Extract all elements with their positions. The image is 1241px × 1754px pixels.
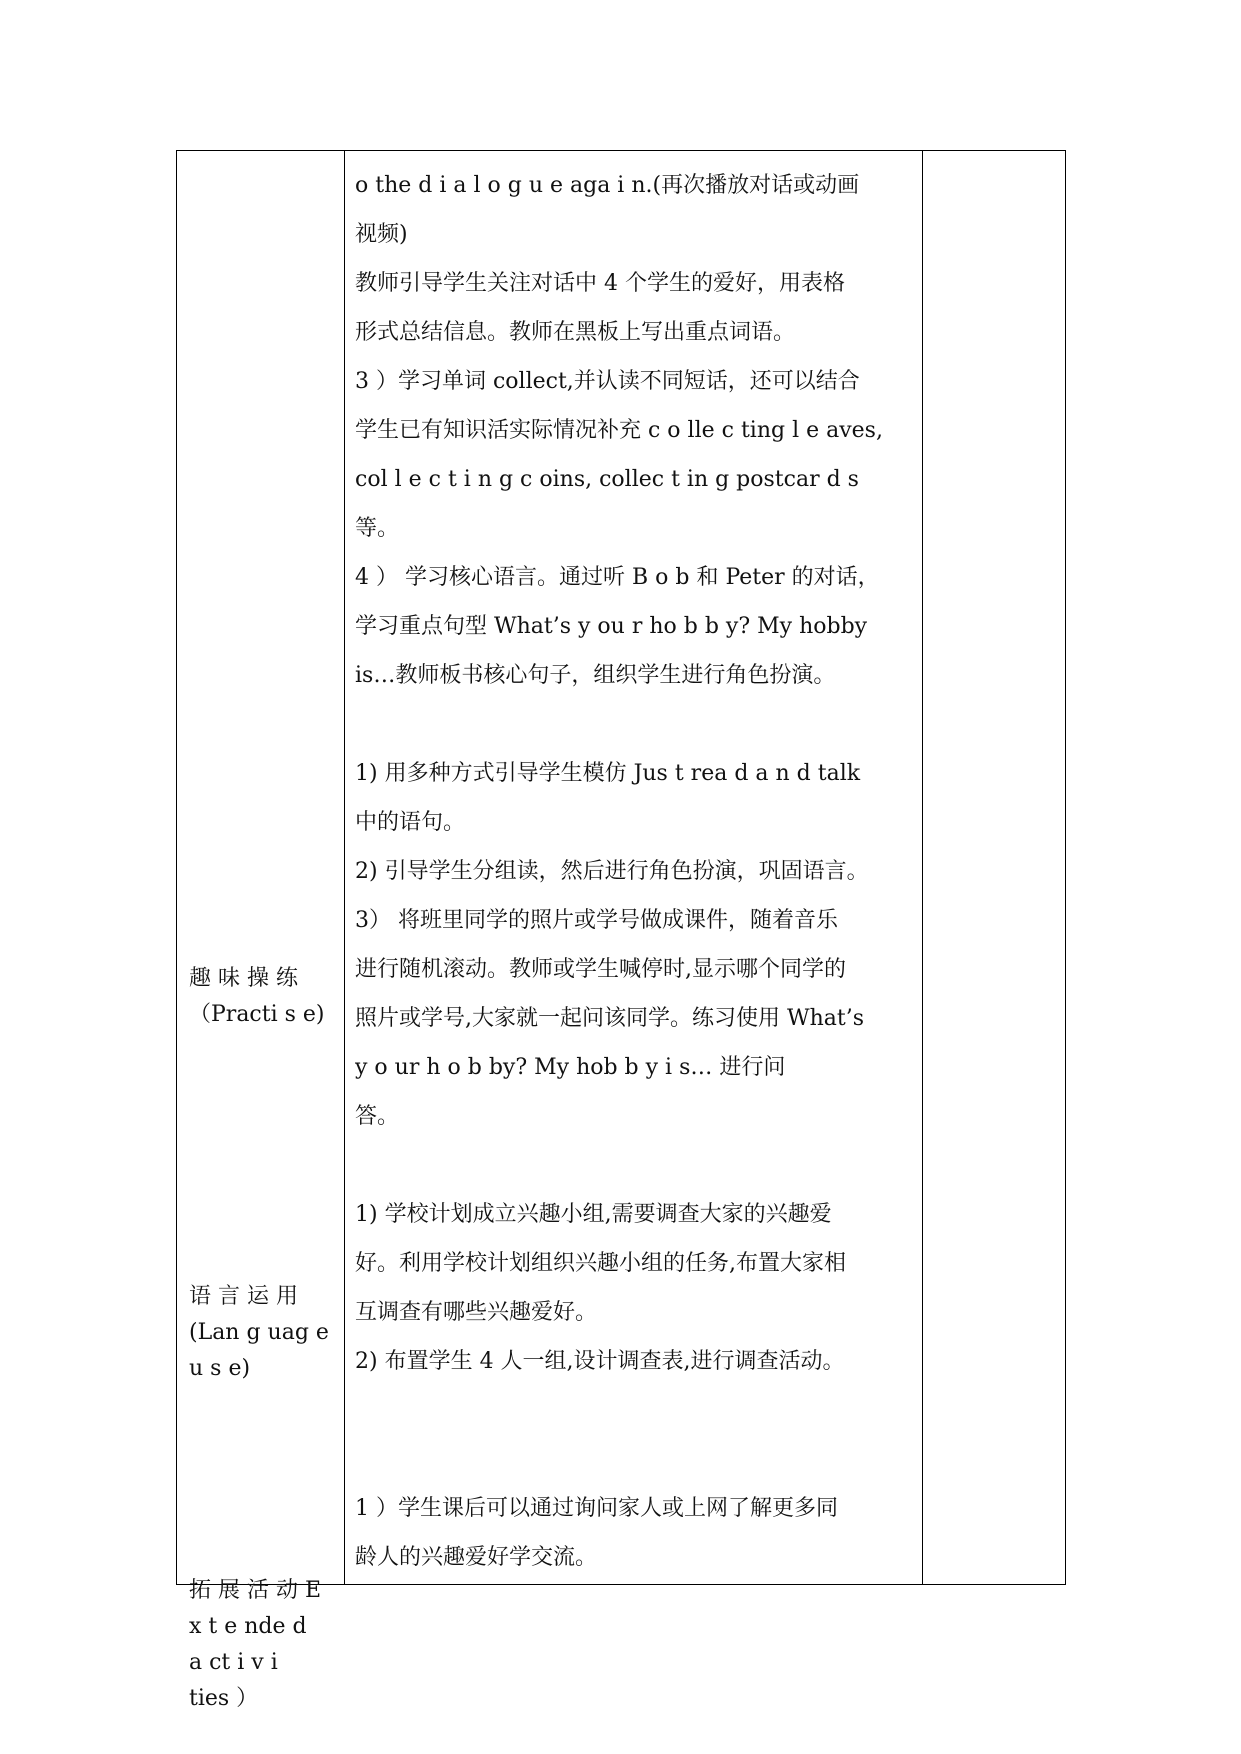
label-line: ties ） [189,1686,259,1711]
label-language-use [189,1279,339,1387]
content-line: 进行随机滚动。教师或学生喊停时,显示哪个同学的 [355,957,846,982]
spacer [355,1435,916,1484]
lesson-plan-table [176,150,1066,1711]
content-line: 等。 [355,516,400,541]
content-line: 答。 [355,1104,400,1129]
content-line: 龄人的兴趣爱好学交流。 [355,1545,598,1570]
content-line: 教师引导学生关注对话中 4 个学生的爱好，用表格 [355,271,845,296]
label-line: 趣 味 操 练 [189,966,298,991]
content-line: 3 ）学习单词 collect,并认读不同短话，还可以结合 [355,369,860,394]
content-line: 2) 引导学生分组读，然后进行角色扮演，巩固语言。 [355,859,869,884]
label-line: (Lan g uag e [189,1320,329,1345]
notes-column [923,151,1065,1584]
content-line: col l e c t i n g c oins, collec t in g postcar d s [355,467,859,492]
label-line: 拓 展 活 动 E [189,1578,322,1603]
content-line: 学生已有知识活实际情况补充 c o lle c ting l e aves, [355,418,883,443]
section-label-column [177,151,345,1711]
content-line: 互调查有哪些兴趣爱好。 [355,1300,598,1325]
content-line: 4 ） 学习核心语言。通过听 B o b 和 Peter 的对话， [355,565,880,590]
content-line: 3） 将班里同学的照片或学号做成课件，随着音乐 [355,908,838,933]
spacer [355,1141,916,1190]
activity-content-column [345,151,923,1584]
content-line: 视频) [355,222,408,247]
content-line: 1 ）学生课后可以通过询问家人或上网了解更多同 [355,1496,838,1521]
label-line: a ct i v i [189,1650,278,1675]
spacer [355,700,916,749]
content-line: is…教师板书核心句子，组织学生进行角色扮演。 [355,663,836,688]
content-line: 2) 布置学生 4 人一组,设计调查表,进行调查活动。 [355,1349,845,1374]
label-line: 语 言 运 用 [189,1284,298,1309]
activity-content [345,161,922,1582]
content-line: o the d i a l o g u e aga i n.(再次播放对话或动画 [355,173,860,198]
label-line: （Practi s e) [189,1002,325,1027]
label-line: x t e nde d [189,1614,307,1639]
content-line: 形式总结信息。教师在黑板上写出重点词语。 [355,320,796,345]
label-line: u s e) [189,1356,251,1381]
label-practise [189,961,339,1033]
label-extended-activities [189,1573,339,1717]
content-line: y o ur h o b by? My hob b y i s… 进行问 [355,1055,786,1080]
content-line: 学习重点句型 What’s y ou r ho b b y? My hobby [355,614,868,639]
content-line: 好。利用学校计划组织兴趣小组的任务,布置大家相 [355,1251,846,1276]
content-line: 中的语句。 [355,810,466,835]
spacer [355,1386,916,1435]
content-line: 1) 用多种方式引导学生模仿 Jus t rea d a n d talk [355,761,861,786]
content-line: 1) 学校计划成立兴趣小组,需要调查大家的兴趣爱 [355,1202,832,1227]
content-line: 照片或学号,大家就一起问该同学。练习使用 What’s [355,1006,865,1031]
